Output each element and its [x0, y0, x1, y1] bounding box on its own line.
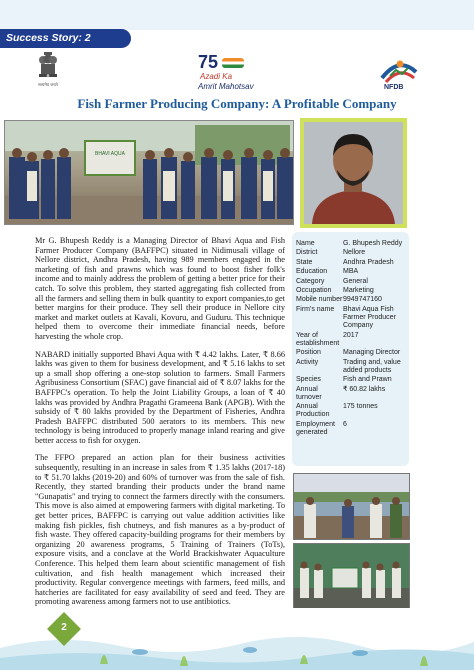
- story-tab: Success Story: 2: [0, 29, 131, 48]
- profile-row: [296, 306, 408, 332]
- profile-key: Position: [296, 349, 321, 357]
- azadi-number: 75: [198, 52, 219, 72]
- profile-row: [296, 421, 408, 439]
- profile-key: Annual Production: [296, 403, 330, 419]
- group-photo-2: [293, 543, 410, 611]
- profile-key: Mobile number: [296, 296, 343, 304]
- profile-value: Nellore: [343, 249, 366, 257]
- pond-photo: [293, 473, 410, 540]
- profile-key: State: [296, 258, 313, 266]
- profile-key: Year of establishment: [296, 331, 340, 347]
- profile-row: [296, 359, 408, 377]
- profile-value: 2017: [343, 331, 359, 339]
- azadi-line2: Amrit Mahotsav: [198, 82, 254, 91]
- profile-key: Firm's name: [296, 305, 335, 313]
- azadi-line1: Azadi Ka: [200, 72, 233, 81]
- profile-key: Occupation: [296, 286, 332, 294]
- profile-value: 6: [343, 420, 347, 428]
- profile-row: [296, 386, 408, 404]
- profile-row: [296, 332, 408, 350]
- banner-text: BHAVI AQUA: [95, 151, 125, 157]
- profile-value: Bhavi Aqua Fish Farmer Producer Company: [343, 305, 396, 330]
- tricolor-flag-icon: [222, 58, 244, 68]
- profile-value: 9949747160: [343, 296, 382, 304]
- footer-decoration: [0, 608, 474, 670]
- body-paragraph-2: NABARD initially supported Bhavi Aqua with ₹ 4.42 lakhs. Later, ₹ 8.66 lakhs was given to them for business development, and ₹ 5.16 lakhs to set up a small shop offering a one-stop solution to farmers. Small Farmers Agribusiness Consortium (SFAC) gave financial aid of ₹ 8.07 lakhs for the BAFFPC's operation. To help the Joint Liability Groups, a loan of ₹ 40 lakhs was provided by Andhra Pragathi Grameena Bank (APGB). With the subsidy of ₹ 80 lakhs provided by the Department of Fisheries, Andhra Pradesh BAFFPC distributed 500 aerators to its members. This new technology is being introduced to properly manage inland rearing and give better access to fish for oxygen.: [35, 349, 285, 445]
- profile-value: Marketing: [343, 286, 374, 294]
- profile-row: [296, 296, 408, 305]
- profile-value: Managing Director: [343, 349, 401, 357]
- profile-row: [296, 259, 408, 268]
- profile-key: Activity: [296, 358, 319, 366]
- national-emblem-icon: [35, 50, 61, 90]
- profile-value: Andhra Pradesh: [343, 258, 394, 266]
- body-paragraph-3: The FFPO prepared an action plan for their business activities subsequently, resulting in an increase in sales from ₹ 1.35 lakhs (2017-18) to ₹ 51.70 lakhs (2019-20) and 60% of turnover was from the sale of fish. Recently, they started branding their products under the brand name "Gunapatis" and trying to connect the farmers directly with the consumers. This move is also aimed at empowering farmers with digital marketing. To get better prices, BAFFPC is carrying out value addition activities like making fish pickles, fish chutneys, and fish manures as a by-product of fish waste. They offered capacity-building programs for their members by organizing 20 awareness programs, 5 Training of Trainers (ToTs), exposure visits, and a conclave at the World Brackishwater Aquaculture Conference. This helped them learn about scientific management of fish cultivation, and fish health management which increased their productivity. Regular convergence meetings with farmers, feed mills, and hatcheries are facilitated for easy availability of seed and feed. They are promoting awareness among farmers not to use antibiotics.: [35, 453, 285, 607]
- profile-key: Employment generated: [296, 420, 335, 436]
- profile-value: ₹ 60.82 lakhs: [343, 385, 386, 393]
- profile-key: Annual turnover: [296, 385, 322, 401]
- profile-key: Name: [296, 240, 315, 247]
- profile-key: Category: [296, 277, 325, 285]
- body-paragraph-1: Mr G. Bhupesh Reddy is a Managing Director of Bhavi Aqua and Fish Farmer Producer Company (BAFFPC) situated in Nidimusali village of Nellore district, Andhra Pradesh, having 989 members engaged in the marketing of fish and prawns which was found to boost fisher folk's income and to mainly address the problem of getting a better price for their catch. To solve this problem, they started aggregating fish collected from all the farmers and selling them in bulk quantity to export companies,to get better margins for their produce. They sell their produce in Nellore city market and market outlets at Kavali, Kovuru, and Guduru. This technique helped them to overcome their immediate financial needs, before harvesting the whole crop.: [35, 236, 285, 341]
- nfdb-label: NFDB: [384, 84, 404, 91]
- profile-value: Trading and, value added products: [343, 358, 401, 374]
- page-number: 2: [61, 622, 67, 633]
- profile-table: [296, 240, 408, 438]
- profile-value: G. Bhupesh Reddy: [343, 240, 403, 247]
- profile-row: [296, 268, 408, 277]
- profile-box: [292, 232, 409, 466]
- profile-value: General: [343, 277, 368, 285]
- profile-value: 175 tonnes: [343, 403, 378, 411]
- profile-row: [296, 240, 408, 249]
- profile-row: [296, 249, 408, 258]
- azadi-ka-amrit-mahotsav-logo: [194, 52, 274, 98]
- group-photo: [4, 120, 294, 225]
- profile-key: Species: [296, 376, 321, 384]
- profile-value: Fish and Prawn: [343, 376, 392, 384]
- article-body: [35, 236, 285, 615]
- profile-row: [296, 376, 408, 385]
- header-band: [0, 0, 474, 30]
- portrait-frame: [300, 118, 407, 228]
- profile-value: MBA: [343, 268, 359, 276]
- profile-row: [296, 287, 408, 296]
- profile-key: District: [296, 249, 318, 257]
- emblem-caption: सत्यमेव जयते: [38, 82, 58, 87]
- profile-row: [296, 278, 408, 287]
- profile-key: Education: [296, 268, 328, 276]
- profile-row: [296, 403, 408, 421]
- portrait-photo: [304, 122, 403, 224]
- page-title: Fish Farmer Producing Company: A Profitable Company: [77, 96, 397, 111]
- profile-row: [296, 349, 408, 358]
